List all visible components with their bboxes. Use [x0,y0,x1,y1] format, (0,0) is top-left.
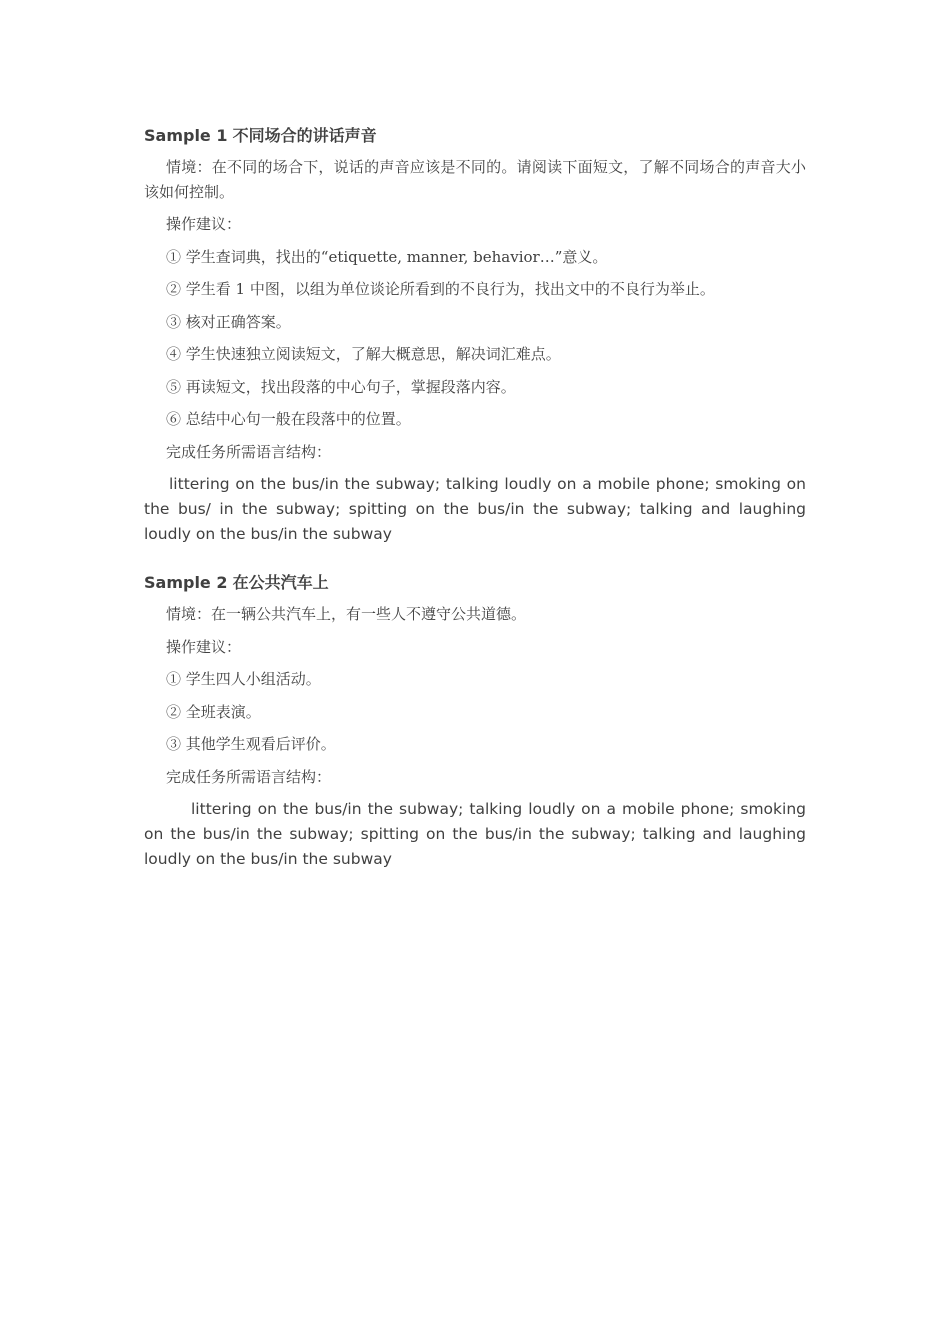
sample-1-heading [144,123,806,149]
sample-1-step: ⑤ 再读短文，找出段落的中心句子，掌握段落内容。 [166,377,516,396]
sample-1-section [144,123,806,547]
sample-1-context: 情境：在不同的场合下，说话的声音应该是不同的。请阅读下面短文，了解不同场合的声音大小该如何控制。 [144,158,806,201]
sample-2-suggestion-label: 操作建议： [166,637,242,656]
sample-1-suggestion-label: 操作建议： [166,215,242,233]
sample-1-structure-label: 完成任务所需语言结构： [166,442,332,461]
sample-1-step: ④ 学生快速独立阅读短文，了解大概意思，解决词汇难点。 [166,345,561,363]
sample-1-step: ③ 核对正确答案。 [166,312,291,331]
sample-1-step: ② 学生看 1 中图，以组为单位谈论所看到的不良行为，找出文中的不良行为举止。 [166,280,715,298]
sample-2-step: ③ 其他学生观看后评价。 [166,735,336,753]
sample-1-heading-label: Sample 1 [144,126,228,145]
sample-2-heading [144,570,806,596]
sample-1-step: ① 学生查词典，找出的“etiquette, manner, behavior…”意义。 [166,247,608,266]
sample-2-step: ① 学生四人小组活动。 [166,670,321,688]
sample-2-context: 情境：在一辆公共汽车上，有一些人不遵守公共道德。 [166,605,527,623]
document-page [144,123,806,872]
sample-2-structure-label: 完成任务所需语言结构： [166,767,332,786]
sample-1-step: ⑥ 总结中心句一般在段落中的位置。 [166,410,411,428]
sample-1-heading-title: 不同场合的讲话声音 [232,126,377,145]
sample-2-heading-title: 在公共汽车上 [232,573,329,592]
sample-2-step: ② 全班表演。 [166,702,261,721]
sample-2-heading-label: Sample 2 [144,573,228,592]
sample-2-structure-text: littering on the bus/in the subway; talking loudly on a mobile phone; smoking on the bus/in the subway; spitting on the bus/in the subway; talking and laughing loudly on the bus/in the subway [144,800,806,868]
sample-2-section [144,570,806,872]
sample-1-structure-text: littering on the bus/in the subway; talking loudly on a mobile phone; smoking on the bus/ in the subway; spitting on the bus/in the subway; talking and laughing loudly on the bus/in the subway [144,475,806,543]
